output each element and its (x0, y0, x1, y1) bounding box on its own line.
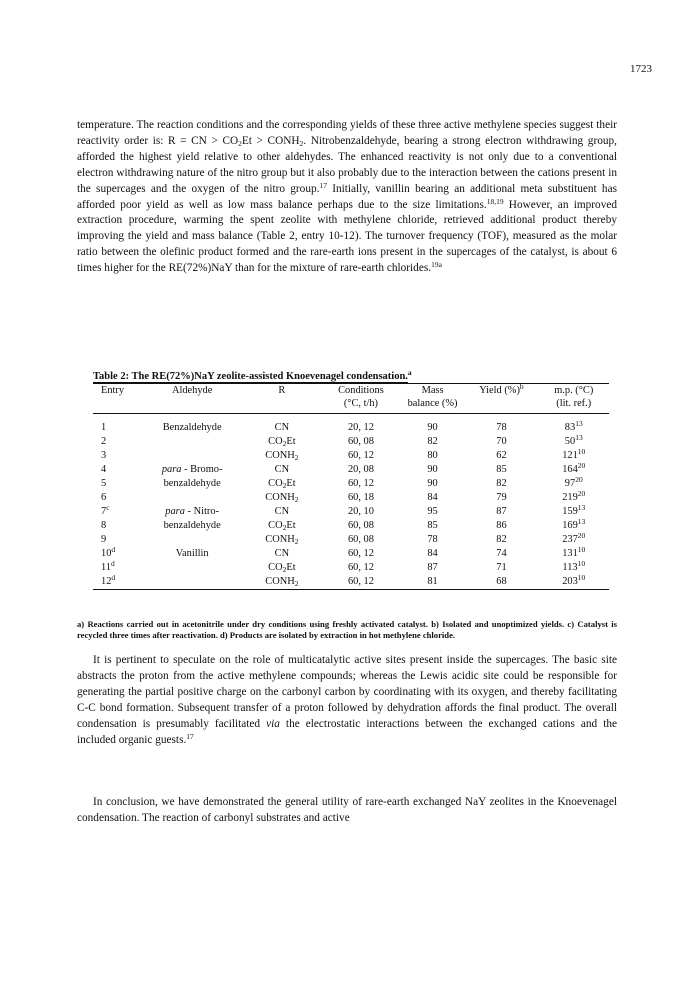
cell-entry: 5 (101, 478, 107, 489)
cell-mass: 85 (427, 520, 438, 531)
cell-conditions: 60, 12 (347, 562, 374, 573)
cell-entry: 3 (101, 450, 107, 461)
cell-mp: $97^{20}$ (564, 475, 583, 489)
cell-conditions: 60, 08 (347, 436, 374, 447)
cell-yield: 71 (496, 562, 507, 573)
cell-yield: 74 (496, 548, 507, 559)
cell-mass: 87 (427, 562, 438, 573)
cell-mp: $169^{13}$ (562, 517, 586, 531)
text-run: via (266, 717, 280, 730)
header-conditions-units: (°C, t/h) (321, 397, 401, 414)
table-row (93, 477, 609, 491)
cell-aldehyde: benzaldehyde (163, 478, 221, 489)
table-row (93, 449, 609, 463)
cell-yield: 86 (496, 520, 507, 531)
caption-text: The RE(72%)NaY zeolite-assisted Knoevenagel condensation. (129, 371, 408, 382)
cell-mp: $83^{13}$ (564, 419, 583, 433)
text-run: the electrostatic interactions between the exchanged cations and the included organic guests. (77, 717, 617, 746)
citation: 17 (319, 180, 327, 190)
cell-conditions: 60, 18 (347, 492, 374, 503)
cell-aldehyde (142, 533, 243, 547)
cell-r: $CO_2Et$ (268, 520, 296, 532)
cell-r: CN (274, 548, 290, 559)
header-entry: Entry (93, 384, 142, 398)
cell-entry: 2 (101, 436, 107, 447)
table-row (93, 519, 609, 533)
text-run: . Nitrobenzaldehyde, bearing a strong electron withdrawing group, afforded the highest yield relative to other aldehydes. The enhanced reactivity is not only due to a conventional electron withdrawing nature of the nitro group but it also probably due to the interaction between the cations present in the supercages and the oxygen of the nitro group. (77, 134, 617, 195)
header-aldehyde: Aldehyde (142, 384, 243, 398)
cell-entry: 6 (101, 492, 107, 503)
table-row (93, 463, 609, 477)
cell-conditions: 20, 08 (347, 464, 374, 475)
cell-yield: 87 (496, 506, 507, 517)
cell-conditions: 60, 12 (321, 575, 401, 590)
cell-mp: $121^{10}$ (562, 447, 586, 461)
cell-r: CN (274, 422, 290, 433)
citation: 17 (186, 731, 194, 741)
cell-r: CN (274, 506, 290, 517)
header-conditions: Conditions (321, 384, 401, 398)
text-run: However, an improved extraction procedure, warming the spent zeolite with methylene chloride, retrieved additional product thereby improving the yield and mass balance (Table 2, entry 10-12). The turnover frequency (TOF), measured as the molar ratio between the olefinic product formed and the rare-earth ions present in the supercages of the catalyst, is about 6 times higher for the RE(72%)NaY than for the mixture of rare-earth chlorides. (77, 198, 617, 275)
cell-entry: 10$^d$ (101, 545, 116, 559)
cell-mass: 81 (401, 575, 465, 590)
cell-conditions: 60, 12 (347, 478, 374, 489)
cell-mass: 90 (427, 478, 438, 489)
cell-aldehyde (142, 561, 243, 575)
cell-entry: 8 (101, 520, 107, 531)
cell-yield: 82 (496, 478, 507, 489)
body-paragraph-3: In conclusion, we have demonstrated the general utility of rare-earth exchanged NaY zeolites in the Knoevenagel condensation. The reaction of carbonyl substrates and active (77, 796, 617, 824)
cell-mp: $164^{20}$ (562, 461, 586, 475)
header-yield (464, 384, 538, 398)
table-row (93, 414, 609, 436)
body-paragraph-1 (77, 118, 617, 277)
cell-yield: 62 (496, 450, 507, 461)
cell-mass: 90 (427, 464, 438, 475)
cell-entry: 1 (101, 422, 107, 433)
cell-conditions: 60, 08 (347, 520, 374, 531)
cell-mp: $219^{20}$ (562, 489, 586, 503)
text-run: Initially, vanillin bearing an additional meta substituent has afforded poor yield as well as low mass balance perhaps due to the size limitations. (77, 182, 617, 211)
table-row (93, 435, 609, 449)
header-yield-label: Yield (%) (479, 385, 520, 396)
cell-entry: 9 (101, 534, 107, 545)
text-run: Et > CONH (241, 134, 300, 147)
cell-yield: 68 (464, 575, 538, 590)
cell-conditions: 60, 08 (347, 534, 374, 545)
cell-aldehyde (142, 491, 243, 505)
subscript: 2 (299, 138, 304, 148)
cell-mass: 84 (427, 548, 438, 559)
cell-entry: 11$^d$ (101, 559, 115, 573)
cell-r: CN (274, 464, 290, 475)
header-mass: Mass (401, 384, 465, 398)
cell-conditions: 60, 12 (347, 548, 374, 559)
table-row (93, 505, 609, 519)
cell-yield: 78 (496, 422, 507, 433)
cell-mp: $159^{13}$ (562, 503, 586, 517)
cell-mass: 78 (427, 534, 438, 545)
cell-mp: $113^{10}$ (562, 559, 586, 573)
cell-conditions: 60, 12 (347, 450, 374, 461)
cell-mp: $237^{20}$ (562, 531, 586, 545)
cell-entry: 4 (101, 464, 107, 475)
cell-aldehyde (142, 575, 243, 590)
caption-label: Table 2: (93, 371, 130, 382)
cell-aldehyde (142, 435, 243, 449)
table-row (93, 533, 609, 547)
cell-conditions: 20, 12 (347, 422, 374, 433)
table-footnote: a) Reactions carried out in acetonitrile under dry conditions using freshly activated catalyst. b) Isolated and unoptimized yields. c) Catalyst is recycled three times after reactivation. d) Products are isolated by extraction in hot methylene chloride. (77, 619, 617, 640)
page-number: 1723 (630, 63, 652, 75)
cell-r: $CONH_2$ (265, 534, 299, 546)
cell-mass: 80 (427, 450, 438, 461)
cell-r: $CO_2Et$ (268, 436, 296, 448)
table-2 (93, 368, 609, 590)
subscript: 2 (238, 138, 242, 148)
cell-mass: 90 (427, 422, 438, 433)
cell-mp: $131^{10}$ (562, 545, 586, 559)
cell-entry: 7$^c$ (101, 503, 110, 517)
header-mp: m.p. (°C) (539, 384, 610, 398)
body-paragraph-2 (77, 653, 617, 748)
cell-r: $CO_2Et$ (268, 478, 296, 490)
cell-mass: 95 (427, 506, 438, 517)
cell-r: $CONH_2$ (243, 575, 322, 590)
header-mass-units: balance (%) (401, 397, 465, 414)
text-run: temperature. The reaction conditions and the corresponding yields of these three active methylene species suggest their reactivity order is: R = CN > CO (77, 119, 617, 147)
cell-aldehyde: para - Nitro- (165, 506, 219, 517)
citation: 18,19 (486, 196, 504, 206)
table-row (93, 561, 609, 575)
cell-yield: 85 (496, 464, 507, 475)
cell-aldehyde: para - Bromo- (161, 464, 223, 475)
cell-yield: 70 (496, 436, 507, 447)
table-row (93, 547, 609, 561)
cell-conditions: 20, 10 (347, 506, 374, 517)
cell-entry: 12$^d$ (93, 575, 142, 590)
cell-mass: 82 (427, 436, 438, 447)
header-mp-ref: (lit. ref.) (539, 397, 610, 414)
cell-r: $CO_2Et$ (268, 562, 296, 574)
caption-footnote-mark: a (407, 368, 412, 377)
cell-aldehyde: Vanillin (175, 548, 209, 559)
cell-mp: $203^{10}$ (539, 575, 610, 590)
cell-aldehyde (142, 449, 243, 463)
header-yield-mark: b (519, 382, 524, 391)
data-table (93, 383, 609, 590)
cell-r: $CONH_2$ (265, 450, 299, 462)
cell-yield: 82 (496, 534, 507, 545)
table-row (93, 491, 609, 505)
text-run: It is pertinent to speculate on the role of multicatalytic active sites present inside the supercages. The basic site abstracts the proton from the active methylene compounds; whereas the Lewis acidic site could be responsible for generating the partial positive charge on the carbonyl carbon by coordinating with its oxygen, and thereby facilitating C-C bond formation. Subsequent transfer of a proton followed by dehydration affords the final product. The overall condensation is presumably facilitated (77, 654, 617, 730)
cell-aldehyde: benzaldehyde (163, 520, 221, 531)
cell-r: $CONH_2$ (265, 492, 299, 504)
cell-mp: $50^{13}$ (564, 433, 583, 447)
cell-aldehyde: Benzaldehyde (162, 422, 222, 433)
cell-mass: 84 (427, 492, 438, 503)
table-caption (93, 368, 609, 382)
citation: 19a (431, 260, 442, 270)
table-row (93, 575, 609, 590)
cell-yield: 79 (496, 492, 507, 503)
header-r: R (243, 384, 322, 398)
